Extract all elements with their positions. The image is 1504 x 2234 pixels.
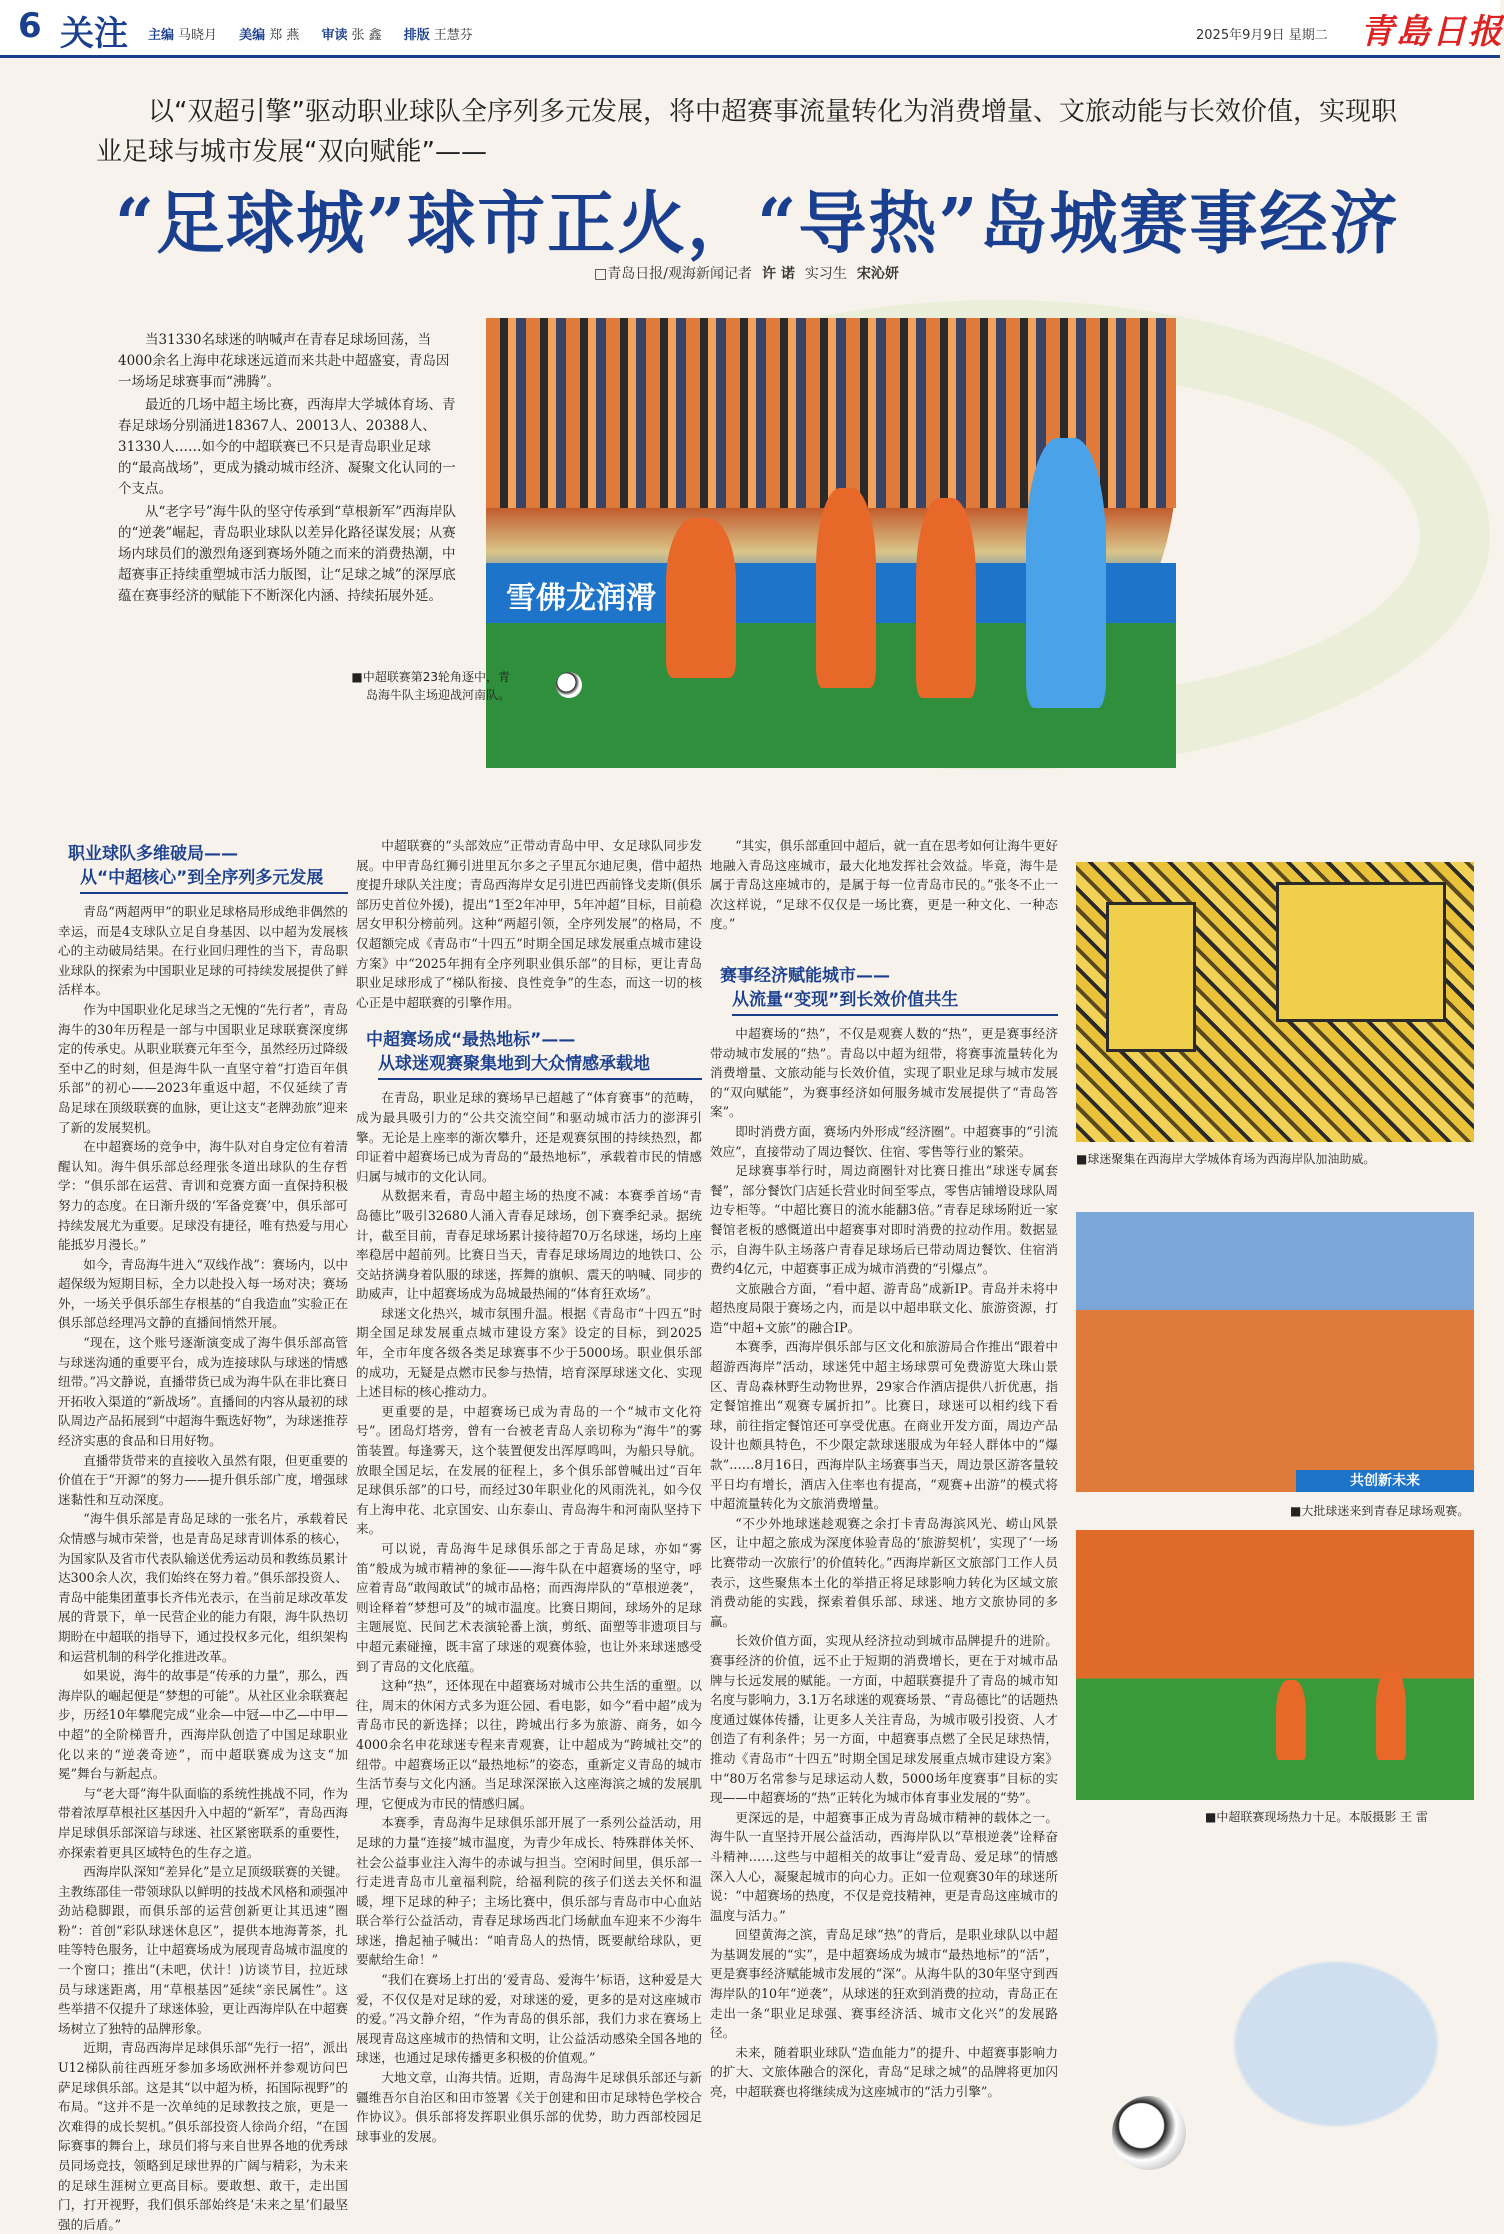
byline-intern: 宋沁妍 [856,266,899,282]
player-figure [1276,1680,1306,1760]
body-paragraph: 在中超赛场的竞争中，海牛队对自身定位有着清醒认知。海牛俱乐部总经理张冬道出球队的生存哲学：“俱乐部在运营、青训和竞赛方面一直保持积极努力的态度。在日渐升级的‘军备竞赛’中，俱乐部可持续发展尤为重要。足球没有捷径，唯有热爱与用心能抵岁月漫长。” [58,1139,348,1253]
body-paragraph: 从数据来看，青岛中超主场的热度不减：本赛季首场“青岛德比”吸引32680人涌入青春足球场，创下赛季纪录。据统计，截至目前，青春足球场累计接待超70万名球迷，场均上座率稳居中超前列。比赛日当天，青春足球场周边的地铁口、公交站挤满身着队服的球迷，挥舞的旗帜、震天的呐喊、同步的助威声，让中超赛场成为岛城最热闹的“体育狂欢场”。 [356,1188,702,1302]
body-paragraph: 本赛季，青岛海牛足球俱乐部开展了一系列公益活动，用足球的力量“连接”城市温度，为青少年成长、特殊群体关怀、社会公益事业注入海牛的赤诚与担当。空闲时间里，俱乐部一行走进青岛市儿童福利院，给福利院的孩子们送去关怀和温暖，埋下足球的种子；主场比赛中，俱乐部与青岛市中心血站联合举行公益活动，青春足球场西北门场献血车迎来不少海牛球迷，撸起袖子喊出：“咱青岛人的热情，既要献给球队，更要献给生命！” [356,1815,702,1968]
sponsor-board: 雪佛龙润滑 [486,563,1176,623]
fan-banner [1106,902,1196,1052]
fan-banner [1276,882,1446,1022]
photo-caption: ■大批球迷来到青春足球场观赛。 [1290,1504,1470,1518]
subhead-line1: 赛事经济赋能城市—— [720,965,890,986]
issue-date: 2025年9月9日 星期二 [1196,28,1328,43]
article-column-3 [710,836,1058,2166]
section-subhead [68,842,348,894]
body-paragraph: 中超赛场的“热”，不仅是观赛人数的“热”，更是赛事经济带动城市发展的“热”。青岛以中超为纽带，将赛事流量转化为消费增量、文旅动能与长效价值，实现了职业足球与城市发展的“双向赋能”，为赛事经济如何服务城市发展提供了“青岛答案”。 [710,1025,1058,1120]
body-paragraph: 球迷文化热兴，城市氛围升温。根据《青岛市“十四五”时期全国足球发展重点城市建设方案》设定的目标，到2025年，全市年度各级各类足球赛事不少于5000场。职业俱乐部的成功，无疑是点燃市民参与热情，培育深厚球迷文化、实现上述目标的核心推动力。 [356,1305,702,1400]
byline-prefix: □青岛日报/观海新闻记者 [594,266,752,282]
player-figure [666,518,736,678]
credit-name: 王慧芬 [433,28,473,43]
subhead-line1: 中超赛场成“最热地标”—— [366,1030,576,1051]
article-headline: “足球城”球市正火，“导热”岛城赛事经济 [115,184,1400,264]
decorative-player-silhouette [1180,1960,1440,2170]
subhead-line1: 职业球队多维破局—— [68,844,238,864]
credit-role: 美编 [239,28,266,43]
body-paragraph: 与“老大哥”海牛队面临的系统性挑战不同，作为带着浓厚草根社区基因升入中超的“新军”，青岛西海岸足球俱乐部深谙与球迷、社区紧密联系的重要性，亦探索着更具区域特色的生存之道。 [58,1785,348,1860]
byline-reporter: 许 诺 [761,266,795,282]
body-paragraph: “海牛俱乐部是青岛足球的一张名片，承载着民众情感与城市荣誉，也是青岛足球青训体系的核心，为国家队及省市代表队输送优秀运动员和教练员累计达300余人次，我们始终在努力着。”俱乐部投资人、青岛中能集团董事长齐伟光表示，在当前足球改革发展的背景下，单一民营企业的能力有限，海牛队热切期盼在中超联的指导下，通过投权多元化，组织架构和运营机制的科学化推进改革。 [58,1511,348,1664]
article-intro [118,330,458,609]
body-paragraph: 长效价值方面，实现从经济拉动到城市品牌提升的进阶。赛事经济的价值，远不止于短期的消费增长，更在于对城市品牌与长远发展的赋能。一方面，中超联赛提升了青岛的城市知名度与影响力，3.1万名球迷的观赛场景、“青岛德比”的话题热度通过媒体传播，让更多人关注青岛，为城市吸引投资、人才创造了有利条件；另一方面，中超赛事点燃了全民足球热情，推动《青岛市“十四五”时期全国足球发展重点城市建设方案》中“80万名常参与足球运动人数，5000场年度赛事”目标的实现——中超赛场的“热”正转化为城市体育事业发展的“势”。 [710,1633,1058,1806]
photo-fans-qingchun [1076,1212,1474,1492]
body-paragraph: 文旅融合方面，“看中超、游青岛”成新IP。青岛并未将中超热度局限于赛场之内，而是以中超串联文化、旅游资源，打造“中超+文旅”的融合IP。 [710,1280,1058,1335]
body-paragraph: 这种“热”，还体现在中超赛场对城市公共生活的重塑。以往，周末的休闲方式多为逛公园、看电影，如今“看中超”成为青岛市民的新选择；以往，跨城出行多为旅游、商务，如今4000余名申花球迷专程来青观赛，让中超成为“跨城社交”的纽带。中超赛场正以“最热地标”的姿态，重新定义青岛的城市生活节奏与文化内涵。当足球深深嵌入这座海滨之城的发展肌理，它便成为市民的情感归属。 [356,1678,702,1811]
byline-intern-label: 实习生 [804,266,847,282]
article-column-2 [356,836,702,2166]
player-figure [816,488,876,688]
photo-caption: ■中超联赛现场热力十足。本版摄影 王 雷 [1205,1810,1428,1824]
credit-name: 马晓月 [178,28,218,43]
credit-role: 审读 [321,28,348,43]
editor-credits [148,24,491,43]
player-figure [916,498,976,698]
photo-match-atmosphere [1076,1530,1474,1800]
player-figure [1376,1670,1406,1760]
body-paragraph: 未来，随着职业球队“造血能力”的提升、中超赛事影响力的扩大、文旅体融合的深化，青岛“足球之城”的品牌将更加闪亮，中超联赛也将继续成为这座城市的“活力引擎”。 [710,2044,1058,2100]
photo-fans-west-coast [1076,862,1474,1142]
article-lead: 以“双超引擎”驱动职业球队全序列多元发展，将中超赛事流量转化为消费增量、文旅动能与长效价值，实现职业足球与城市发展“双向赋能”—— [96,97,1397,167]
stadium-banner: 共创新未来 [1296,1470,1474,1492]
section-subhead [366,1028,702,1080]
player-figure [1026,438,1106,708]
section-subhead [720,964,1058,1016]
page-header [0,0,1504,58]
body-paragraph: 更深远的是，中超赛事正成为青岛城市精神的载体之一。海牛队一直坚持开展公益活动，西海岸队以“草根逆袭”诠释奋斗精神……这些与中超相关的故事让“爱青岛、爱足球”的情感深入人心，凝聚起城市的向心力。正如一位观赛30年的球迷所说：“中超赛场的热度，不仅是竞技精神，更是青岛这座城市的温度与活力。” [710,1809,1058,1923]
body-paragraph: 如今，青岛海牛进入“双线作战”：赛场内，以中超保级为短期目标，全力以赴投入每一场对决；赛场外，一场关乎俱乐部生存根基的“自我造血”实验正在俱乐部总经理冯文静的直播间悄然开展。 [58,1256,348,1331]
section-title: 关注 [60,14,128,54]
body-paragraph: 本赛季，西海岸俱乐部与区文化和旅游局合作推出“跟着中超游西海岸”活动，球迷凭中超主场球票可免费游览大珠山景区、青岛森林野生动物世界，29家合作酒店提供八折优惠，指定餐馆推出“观赛专属折扣”。比赛日，球迷可以相约线下看球，前往指定餐馆还可享受优惠。在商业开发方面，周边产品设计也颇具特色，不少限定款球迷服成为年轻人群体中的“爆款”……8月16日，西海岸队主场赛事当天，周边景区游客量较平日均有增长，酒店入住率也有提高，“观赛+出游”的模式将中超流量转化为文旅消费增量。 [710,1339,1058,1512]
intro-paragraph: 从“老字号”海牛队的坚守传承到“草根新军”西海岸队的“逆袭”崛起，青岛职业球队以差异化路径谋发展；从赛场内球员们的激烈角逐到赛场外随之而来的消费热潮，中超赛事正持续重塑城市活力版图，让“足球之城”的深厚底蕴在赛事经济的赋能下不断深化内涵、持续拓展外延。 [118,504,457,604]
body-paragraph: 回望黄海之滨，青岛足球“热”的背后，是职业球队以中超为基调发展的“实”，是中超赛场成为城市“最热地标”的“活”，更是赛事经济赋能城市发展的“深”。从海牛队的30年坚守到西海岸队的10年“逆袭”，从球迷的狂欢到消费的拉动，青岛正在走出一条“职业足球强、赛事经济活、城市文化兴”的发展路径。 [710,1927,1058,2041]
body-paragraph: “其实，俱乐部重回中超后，就一直在思考如何让海牛更好地融入青岛这座城市，最大化地发挥社会效益。毕竟，海牛是属于青岛这座城市的，是属于每一位青岛市民的。”张冬不止一次这样说，“足球不仅仅是一场比赛，更是一种文化、一种态度。” [710,838,1058,932]
intro-paragraph: 最近的几场中超主场比赛，西海岸大学城体育场、青春足球场分别涌进18367人、20013人、20388人、31330人……如今的中超联赛已不只是青岛职业足球的“最高战场”，更成为撬动城市经济、凝聚文化认同的一个支点。 [118,397,456,497]
article-byline [594,263,909,283]
body-paragraph: 西海岸队深知“差异化”是立足顶级联赛的关键。主教练邵佳一带领球队以鲜明的技战术风格和顽强冲劲站稳脚跟，而俱乐部的运营创新更让其迅速“圈粉”：首创“彩队球迷休息区”，提供本地海菁茶，扎哇等特色服务，让中超赛场成为展现青岛城市温度的一个窗口；推出“(未吧，伏计！)访谈节目，拉近球员与球迷距离，用“草根基因”延续“亲民属性”。这些举措不仅提升了球迷体验，更让西海岸队在中超赛场树立了独特的品牌形象。 [58,1864,348,2036]
hero-caption: ■中超联赛第23轮角逐中，青岛海牛队主场迎战河南队。 [351,670,510,702]
credit-role: 主编 [148,28,175,43]
page-number: 6 [18,6,42,46]
hero-photo [486,318,1176,768]
decorative-football [1112,2096,1186,2170]
subhead-line2: 从球迷观赛聚集地到大众情感承载地 [378,1052,702,1080]
article-column-1 [58,836,348,2232]
newspaper-logo: 青島日报 [1360,12,1504,52]
body-paragraph: 近期，青岛西海岸足球俱乐部“先行一招”，派出U12梯队前往西班牙参加多场欧洲杯并参观访问巴萨足球俱乐部。这是其“以中超为桥，拓国际视野”的布局。“这并不是一次单纯的足球教技之旅，更是一次难得的成长契机。”俱乐部投资人徐尚介绍，“在国际赛事的舞台上，球员们将与来自世界各地的优秀球员同场竞技，领略到足球世界的广阔与精彩，为未来的足球生涯树立更高目标。要敢想、敢干，走出国门，打开视野，我们俱乐部始终是‘未来之星’们最坚强的后盾。” [58,2040,348,2232]
body-paragraph: 更重要的是，中超赛场已成为青岛的一个“城市文化符号”。团岛灯塔旁，曾有一台被老青岛人亲切称为“海牛”的雾笛装置。每逢雾天，这个装置便发出浑厚鸣叫，为船只导航。放眼全国足坛，在发展的征程上，多个俱乐部曾喊出过“百年足球俱乐部”的口号，而经过30年职业化的风雨洗礼，如今仅有上海申花、北京国安、山东泰山、青岛海牛和河南队坚持下来。 [356,1403,702,1537]
intro-paragraph: 当31330名球迷的呐喊声在青春足球场回荡，当4000余名上海申花球迷远道而来共赴中超盛宴，青岛因一场场足球赛事而“沸腾”。 [118,332,450,390]
body-paragraph: 作为中国职业化足球当之无愧的“先行者”，青岛海牛的30年历程是一部与中国职业足球联赛深度绑定的传承史。从职业联赛元年至今，虽然经历过降级至中乙的时刻，但是海牛队一直坚守着“打造百年俱乐部”的初心——2023年重返中超，不仅延续了青岛足球在顶级联赛的血脉，更让这支“老牌劲旅”迎来了新的发展契机。 [58,1001,348,1135]
body-paragraph: 大地文章，山海共情。近期，青岛海牛足球俱乐部还与新疆维吾尔自治区和田市签署《关于创建和田市足球特色学校合作协议》。俱乐部将发挥职业俱乐部的优势，助力西部校园足球事业的发展。 [356,2070,702,2144]
body-paragraph: 中超联赛的“头部效应”正带动青岛中甲、女足球队同步发展。中甲青岛红狮引进里瓦尔多之子里瓦尔迪尼奥，借中超热度提升球队关注度；青岛西海岸女足引进巴西前锋戈麦斯(俱乐部历史首位外援)，提出“1至2年冲甲，5年冲超”目标，目前稳居女甲积分榜前列。这种“两超引领，全序列发展”的格局，不仅超额完成《青岛市“十四五”时期全国足球发展重点城市建设方案》中“2025年拥有全序列职业俱乐部”的目标，更让青岛职业足球形成了“梯队衔接、良性竞争”的生态，而这一切的核心正是中超联赛的引擎作用。 [356,838,702,1010]
body-paragraph: 即时消费方面，赛场内外形成“经济圈”。中超赛事的“引流效应”，直接带动了周边餐饮、住宿、零售等行业的繁荣。 [710,1123,1058,1159]
body-paragraph: 足球赛事举行时，周边商圈针对比赛日推出“球迷专属套餐”，部分餐饮门店延长营业时间至零点，零售店铺增设球队周边专柜等。“中超比赛日的流水能翻3倍。”青春足球场附近一家餐馆老板的感慨道出中超赛事对即时消费的拉动作用。数据显示，自海牛队主场落户青春足球场后已带动周边餐饮、住宿消费约4亿元，中超赛事正成为城市消费的“引爆点”。 [710,1163,1058,1277]
credit-name: 张 鑫 [351,28,382,43]
photo-caption: ■球迷聚集在西海岸大学城体育场为西海岸队加油助威。 [1076,1152,1376,1166]
body-paragraph: 可以说，青岛海牛足球俱乐部之于青岛足球，亦如“雾笛”般成为城市精神的象征——海牛队在中超赛场的坚守，呼应着青岛“敢闯敢试”的城市品格；而西海岸队的“草根逆袭”，则诠释着“梦想可及”的城市温度。比赛日期间，球场外的足球主题展览、民间艺术表演轮番上演，剪纸、面塑等非遗项目与中超元素碰撞，既丰富了球迷的观赛体验，也让外来球迷感受到了青岛的文化底蕴。 [356,1541,702,1674]
ball-graphic [556,672,582,698]
body-paragraph: “现在，这个账号逐渐演变成了海牛俱乐部高管与球迷沟通的重要平台，成为连接球队与球迷的情感纽带。”冯文静说，直播带货已成为海牛队在非比赛日开拓收入渠道的“新战场”。直播间的内容从最初的球队周边产品拓展到“中超海牛甄选好物”，为球迷推荐经济实惠的食品和日用好物。 [58,1335,348,1449]
body-paragraph: 在青岛，职业足球的赛场早已超越了“体育赛事”的范畴，成为最具吸引力的“公共交流空间”和驱动城市活力的澎湃引擎。无论是上座率的渐次攀升，还是观赛氛围的持续热烈，都印证着中超赛场已成为青岛的“最热地标”，承载着市民的情感归属与城市的文化认同。 [356,1090,702,1184]
credit-role: 排版 [403,28,430,43]
subhead-line2: 从“中超核心”到全序列多元发展 [80,866,348,894]
credit-name: 郑 燕 [269,28,300,43]
body-paragraph: 如果说，海牛的故事是“传承的力量”，那么，西海岸队的崛起便是“梦想的可能”。从社区业余联赛起步，历经10年攀爬完成“业余—中冠—中乙—中甲—中超”的全阶梯晋升，西海岸队创造了中国足球职业化以来的“逆袭奇迹”，而中超联赛成为这支“加冕”舞台与新起点。 [58,1668,348,1782]
body-paragraph: “不少外地球迷趁观赛之余打卡青岛海滨风光、崂山风景区，让中超之旅成为深度体验青岛的‘旅游契机’，实现了‘一场比赛带动一次旅行’的价值转化。”西海岸新区文旅部门工作人员表示，这些聚焦本土化的举措正将足球影响力转化为区域文旅消费动能的实践，探索着俱乐部、球迷、地方文旅协同的多赢。 [710,1515,1058,1629]
body-paragraph: 直播带货带来的直接收入虽然有限，但更重要的价值在于“开源”的努力——提升俱乐部广度，增强球迷黏性和互动深度。 [58,1452,348,1507]
body-paragraph: “我们在赛场上打出的‘爱青岛、爱海牛’标语，这种爱是大爱，不仅仅是对足球的爱，对球迷的爱，更多的是对这座城市的爱。”冯文静介绍，“作为青岛的俱乐部，我们力求在赛场上展现青岛这座城市的热情和文明，让公益活动感染全国各地的球迷，也通过足球传播更多积极的价值观。” [356,1972,702,2066]
body-paragraph: 青岛“两超两甲”的职业足球格局形成绝非偶然的幸运，而是4支球队立足自身基因、以中超为发展核心的主动破局结果。在行业回归理性的当下，青岛职业球队的探索为中国职业足球的可持续发展提供了鲜活样本。 [58,904,348,998]
subhead-line2: 从流量“变现”到长效价值共生 [732,988,1058,1016]
